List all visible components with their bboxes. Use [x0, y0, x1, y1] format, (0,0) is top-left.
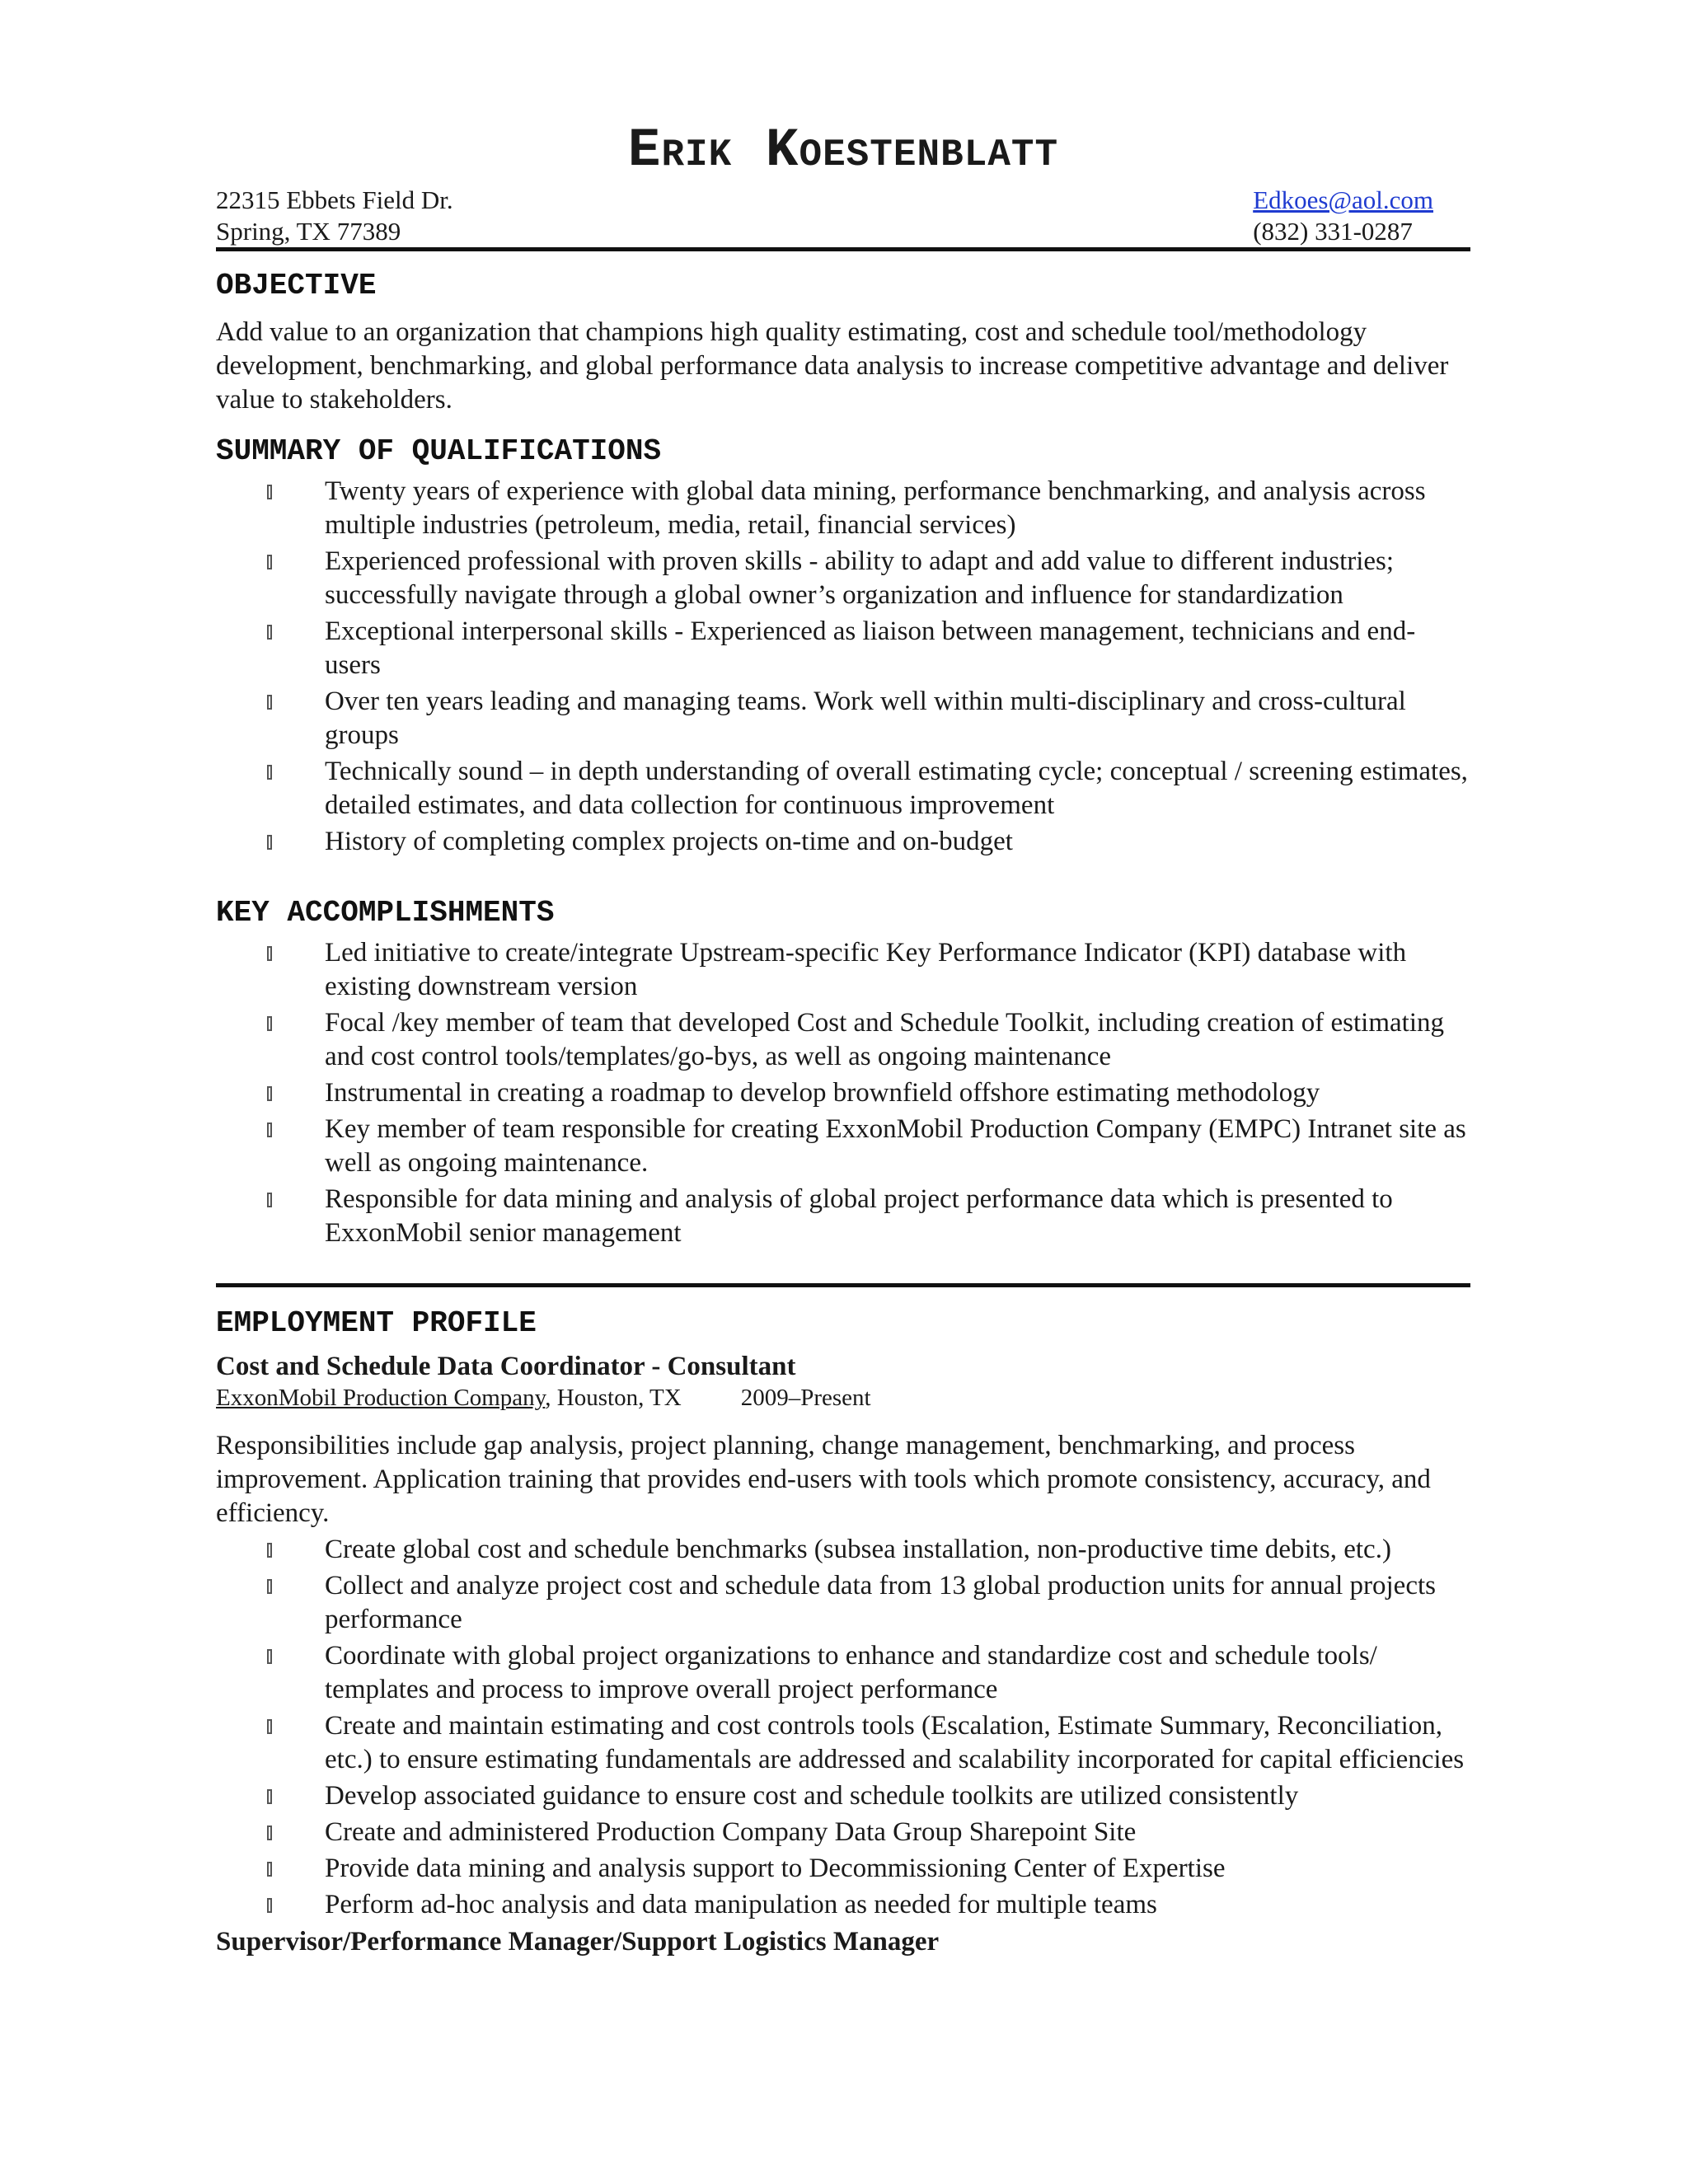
list-item: Focal /key member of team that developed Cost and Schedule Toolkit, including creation of estimating and cost control tools/templates/go-bys, as well as ongoing maintenance [216, 1006, 1470, 1074]
resume-page [216, 120, 1470, 1958]
list-item: Exceptional interpersonal skills - Experienced as liaison between management, technicians and end-users [216, 615, 1470, 682]
bullet-icon [267, 1719, 272, 1734]
qualifications-list [216, 475, 1470, 859]
list-item: Create and maintain estimating and cost controls tools (Escalation, Estimate Summary, Reconciliation, etc.) to ensure estimating fundamentals are addressed and scalability incorporated for capital efficiencies [216, 1709, 1470, 1777]
header-divider [216, 247, 1470, 251]
accomplishments-heading: KEY ACCOMPLISHMENTS [216, 896, 555, 930]
candidate-name: Erik Koestenblatt [627, 120, 1059, 181]
employment-heading: EMPLOYMENT PROFILE [216, 1306, 537, 1340]
objective-text: Add value to an organization that champions high quality estimating, cost and schedule tool/methodology development, benchmarking, and global performance data analysis to increase competitive advantage and deliver value to stakeholders. [216, 317, 1449, 415]
employment-dates: 2009–Present [740, 1385, 871, 1411]
list-item: Key member of team responsible for creating ExxonMobil Production Company (EMPC) Intranet site as well as ongoing maintenance. [216, 1113, 1470, 1180]
bullet-icon [267, 765, 272, 780]
employer-line [216, 1383, 1470, 1413]
bullet-icon [267, 1086, 272, 1101]
bullet-icon [267, 1543, 272, 1558]
accomplishments-list [216, 936, 1470, 1250]
address-block [216, 185, 453, 247]
job-responsibilities-list [216, 1533, 1470, 1922]
bullet-icon [267, 625, 272, 640]
list-item: Coordinate with global project organizations to enhance and standardize cost and schedule tools/ templates and process to improve overall project performance [216, 1639, 1470, 1707]
list-item: Instrumental in creating a roadmap to develop brownfield offshore estimating methodology [216, 1076, 1470, 1110]
list-item: Led initiative to create/integrate Upstream-specific Key Performance Indicator (KPI) database with existing downstream version [216, 936, 1470, 1004]
employer-name: ExxonMobil Production Company [216, 1385, 546, 1411]
objective-heading: OBJECTIVE [216, 269, 377, 302]
bullet-icon [267, 1649, 272, 1664]
bullet-icon [267, 695, 272, 710]
bullet-icon [267, 1862, 272, 1877]
list-item: Over ten years leading and managing teams. Work well within multi-disciplinary and cross-cultural groups [216, 685, 1470, 752]
section-divider [216, 1283, 1470, 1287]
job-title: Cost and Schedule Data Coordinator - Consultant [216, 1352, 796, 1381]
bullet-icon [267, 1016, 272, 1031]
bullet-icon [267, 946, 272, 961]
bullet-icon [267, 1122, 272, 1137]
list-item: History of completing complex projects on-time and on-budget [216, 825, 1470, 859]
contact-details [1253, 185, 1433, 247]
bullet-icon [267, 1898, 272, 1913]
list-item: Create and administered Production Company Data Group Sharepoint Site [216, 1816, 1470, 1849]
list-item: Twenty years of experience with global data mining, performance benchmarking, and analysis across multiple industries (petroleum, media, retail, financial services) [216, 475, 1470, 542]
employer-location: , Houston, TX [545, 1385, 682, 1411]
bullet-icon [267, 1579, 272, 1594]
address-line-1: 22315 Ebbets Field Dr. [216, 185, 453, 214]
list-item: Responsible for data mining and analysis of global project performance data which is presented to ExxonMobil senior management [216, 1183, 1470, 1250]
job-summary: Responsibilities include gap analysis, project planning, change management, benchmarking, and process improvement. Application training that provides end-users with tools which promote consistency, accuracy, and efficiency. [216, 1431, 1431, 1528]
bullet-icon [267, 485, 272, 499]
address-line-2: Spring, TX 77389 [216, 217, 401, 246]
qualifications-heading: SUMMARY OF QUALIFICATIONS [216, 434, 662, 468]
list-item: Experienced professional with proven skills - ability to adapt and add value to different industries; successfully navigate through a global owner’s organization and influence for standardization [216, 545, 1470, 612]
list-item: Collect and analyze project cost and schedule data from 13 global production units for annual projects performance [216, 1569, 1470, 1637]
bullet-icon [267, 1825, 272, 1840]
bullet-icon [267, 835, 272, 850]
bullet-icon [267, 1193, 272, 1207]
phone-number: (832) 331-0287 [1253, 217, 1413, 246]
contact-block [216, 185, 1470, 247]
bullet-icon [267, 555, 272, 569]
list-item: Develop associated guidance to ensure cost and schedule toolkits are utilized consistently [216, 1779, 1470, 1813]
bullet-icon [267, 1789, 272, 1804]
list-item: Technically sound – in depth understanding of overall estimating cycle; conceptual / screening estimates, detailed estimates, and data collection for continuous improvement [216, 755, 1470, 823]
list-item: Provide data mining and analysis support to Decommissioning Center of Expertise [216, 1852, 1470, 1886]
list-item: Perform ad-hoc analysis and data manipulation as needed for multiple teams [216, 1888, 1470, 1922]
list-item: Create global cost and schedule benchmarks (subsea installation, non-productive time debits, etc.) [216, 1533, 1470, 1567]
email-link[interactable]: Edkoes@aol.com [1253, 185, 1433, 214]
job-title: Supervisor/Performance Manager/Support Logistics Manager [216, 1927, 940, 1957]
